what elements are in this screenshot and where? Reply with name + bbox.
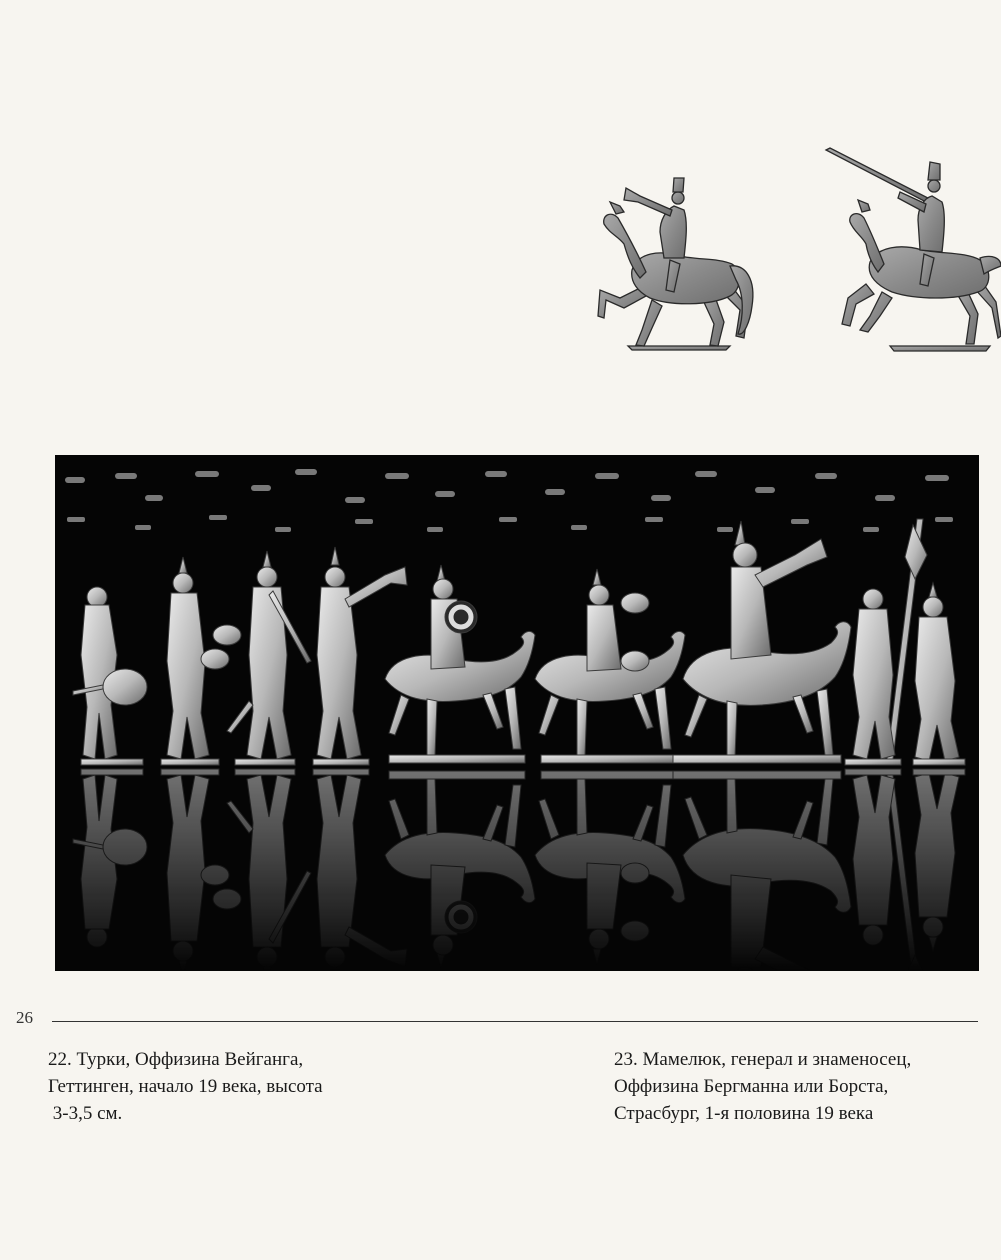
rider-with-sword-figure bbox=[826, 148, 1001, 351]
page-number: 26 bbox=[16, 1008, 33, 1027]
caption-line: 23. Мамелюк, генерал и знаменосец, bbox=[614, 1049, 912, 1070]
caption-figure-22 bbox=[48, 1046, 323, 1127]
caption-line: Страсбург, 1-я половина 19 века bbox=[614, 1103, 874, 1124]
caption-figure-23 bbox=[614, 1046, 911, 1127]
horizontal-rule bbox=[52, 1021, 978, 1022]
caption-line: Геттинген, начало 19 века, высота bbox=[48, 1076, 323, 1097]
caption-line: 22. Турки, Оффизина Вейганга, bbox=[48, 1049, 304, 1070]
figure-23-riders bbox=[580, 140, 1001, 360]
caption-line: 3-3,5 см. bbox=[48, 1103, 123, 1124]
rider-with-trumpet-figure bbox=[598, 178, 753, 350]
figure-22-photograph bbox=[55, 455, 979, 971]
caption-line: Оффизина Бергманна или Борста, bbox=[614, 1076, 889, 1097]
